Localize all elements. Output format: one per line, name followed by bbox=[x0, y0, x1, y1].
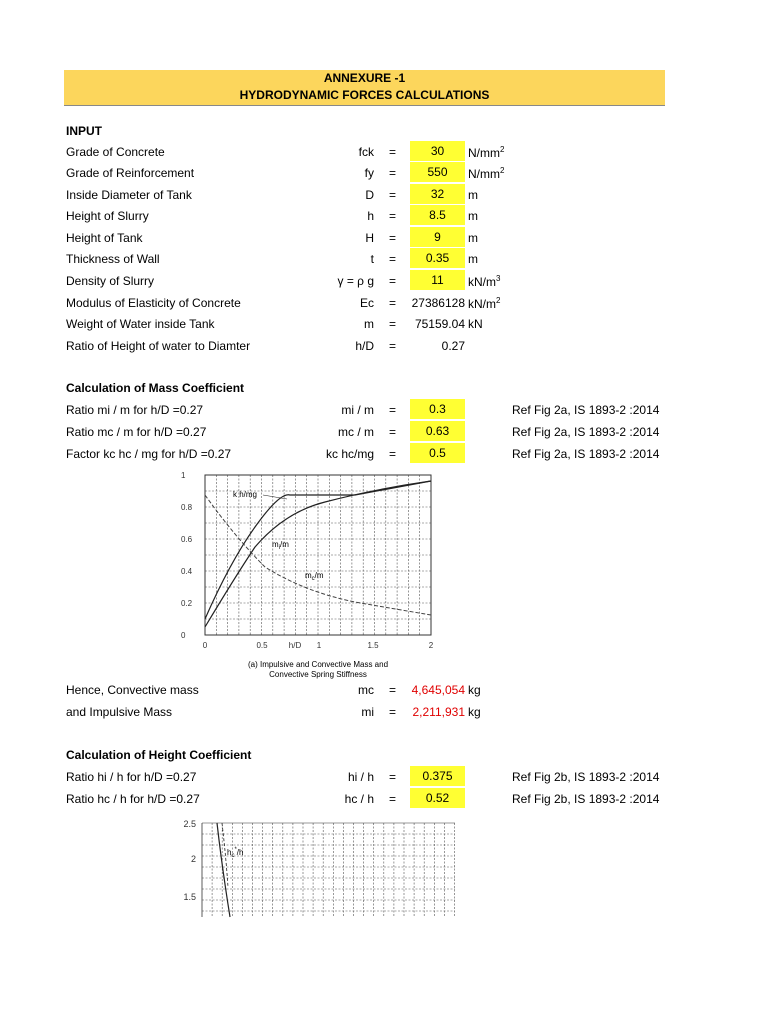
input-unit bbox=[468, 166, 504, 181]
mass-symbol: mi / m bbox=[341, 403, 374, 417]
equals-sign: = bbox=[389, 792, 397, 806]
unit-text: m bbox=[468, 209, 478, 223]
mc-label: m bbox=[305, 571, 312, 580]
reference-note: Ref Fig 2a, IS 1893-2 :2014 bbox=[512, 447, 660, 461]
y-tick-label: 0.4 bbox=[181, 567, 193, 576]
input-label: Grade of Concrete bbox=[66, 145, 165, 159]
y-tick-label: 0.2 bbox=[181, 599, 193, 608]
input-value-cell: 8.5 bbox=[410, 205, 465, 225]
reference-note: Ref Fig 2b, IS 1893-2 :2014 bbox=[512, 792, 660, 806]
equals-sign: = bbox=[389, 209, 397, 223]
mass-symbol: kc hc/mg bbox=[325, 447, 374, 461]
y-tick-label: 1.5 bbox=[183, 892, 196, 902]
mass-value-cell: 0.63 bbox=[410, 421, 465, 441]
input-value: 75159.04 bbox=[414, 317, 465, 331]
equals-sign: = bbox=[389, 166, 397, 180]
unit-exponent: 3 bbox=[496, 274, 501, 283]
input-symbol: H bbox=[365, 231, 374, 245]
result-value: 2,211,931 bbox=[412, 705, 465, 719]
x-tick-label: h/D bbox=[288, 641, 302, 650]
y-tick-label: 0.6 bbox=[181, 535, 193, 544]
result-unit: kg bbox=[468, 683, 481, 697]
equals-sign: = bbox=[389, 447, 397, 461]
result-label: and Impulsive Mass bbox=[66, 705, 173, 719]
x-tick-label: 1 bbox=[316, 641, 322, 650]
mc-label-sub: c bbox=[311, 576, 315, 582]
hc-label-tail: /h bbox=[236, 848, 244, 857]
equals-sign: = bbox=[389, 770, 397, 784]
mi-label: m bbox=[272, 540, 279, 549]
impulsive-convective-mass-chart bbox=[175, 467, 460, 682]
height-label: Ratio hc / h for h/D =0.27 bbox=[66, 792, 200, 806]
mass-section-title: Calculation of Mass Coefficient bbox=[66, 381, 245, 395]
input-unit bbox=[468, 209, 478, 223]
equals-sign: = bbox=[389, 705, 397, 719]
hc-label-sup: * bbox=[234, 847, 237, 853]
unit-text: N/mm bbox=[468, 167, 500, 181]
mc-label-tail: /m bbox=[314, 571, 324, 580]
input-unit bbox=[468, 252, 478, 266]
input-unit bbox=[468, 296, 500, 311]
y-tick-label: 1 bbox=[181, 471, 186, 480]
svg-text:mc/m bbox=[305, 571, 324, 582]
input-unit bbox=[468, 317, 483, 331]
x-tick-label: 1.5 bbox=[367, 641, 379, 650]
input-label: Grade of Reinforcement bbox=[66, 166, 195, 180]
equals-sign: = bbox=[389, 425, 397, 439]
height-label: Ratio hi / h for h/D =0.27 bbox=[66, 770, 197, 784]
unit-text: m bbox=[468, 188, 478, 202]
input-value: 27386128 bbox=[411, 296, 465, 310]
equals-sign: = bbox=[389, 683, 397, 697]
mi-label-sub: i bbox=[278, 545, 281, 551]
input-label: Height of Slurry bbox=[66, 209, 149, 223]
input-symbol: γ = ρ g bbox=[337, 274, 374, 288]
k-curve-label: k h/mg bbox=[233, 490, 258, 499]
result-label: Hence, Convective mass bbox=[66, 683, 199, 697]
equals-sign: = bbox=[389, 274, 397, 288]
equals-sign: = bbox=[389, 231, 397, 245]
input-unit bbox=[468, 274, 500, 289]
equals-sign: = bbox=[389, 339, 397, 353]
height-section-title: Calculation of Height Coefficient bbox=[66, 748, 252, 762]
hc-label: h bbox=[227, 848, 232, 857]
result-value: 4,645,054 bbox=[411, 683, 465, 697]
mass-label: Factor kc hc / mg for h/D =0.27 bbox=[66, 447, 232, 461]
input-value-cell: 550 bbox=[410, 162, 465, 182]
y-tick-label: 2 bbox=[190, 854, 196, 864]
height-value-cell: 0.52 bbox=[410, 788, 465, 808]
unit-text: kN/m bbox=[468, 275, 496, 289]
equals-sign: = bbox=[389, 296, 397, 310]
input-symbol: fy bbox=[364, 166, 374, 180]
input-label: Weight of Water inside Tank bbox=[66, 317, 215, 331]
input-value-cell: 11 bbox=[410, 270, 465, 290]
equals-sign: = bbox=[389, 145, 397, 159]
input-unit bbox=[468, 188, 478, 202]
height-coefficient-chart bbox=[170, 817, 460, 922]
equals-sign: = bbox=[389, 252, 397, 266]
fig-a-caption-1: (a) Impulsive and Convective Mass and bbox=[247, 660, 389, 669]
height-symbol: hi / h bbox=[347, 770, 374, 784]
input-unit bbox=[468, 231, 478, 245]
mass-label: Ratio mi / m for h/D =0.27 bbox=[66, 403, 204, 417]
hc-label-sub: c bbox=[231, 853, 235, 859]
height-symbol: hc / h bbox=[344, 792, 374, 806]
mass-value-cell: 0.3 bbox=[410, 399, 465, 419]
unit-text: kN/m bbox=[468, 297, 496, 311]
input-unit bbox=[468, 145, 504, 160]
y-tick-label: 0 bbox=[181, 631, 186, 640]
mass-label: Ratio mc / m for h/D =0.27 bbox=[66, 425, 207, 439]
input-label: Height of Tank bbox=[66, 231, 143, 245]
equals-sign: = bbox=[389, 317, 397, 331]
svg-text:mi/m bbox=[272, 540, 289, 551]
unit-text: kN bbox=[468, 317, 483, 331]
svg-text:hc*/h bbox=[227, 847, 243, 859]
input-label: Thickness of Wall bbox=[66, 252, 160, 266]
unit-exponent: 2 bbox=[496, 296, 501, 305]
reference-note: Ref Fig 2a, IS 1893-2 :2014 bbox=[512, 425, 660, 439]
x-tick-label: 0.5 bbox=[256, 641, 268, 650]
unit-text: N/mm bbox=[468, 146, 500, 160]
height-value-cell: 0.375 bbox=[410, 766, 465, 786]
mass-value-cell: 0.5 bbox=[410, 443, 465, 463]
input-label: Modulus of Elasticity of Concrete bbox=[66, 296, 241, 310]
input-symbol: h bbox=[367, 209, 374, 223]
input-value-cell: 9 bbox=[410, 227, 465, 247]
x-tick-label: 2 bbox=[428, 641, 434, 650]
result-unit: kg bbox=[468, 705, 481, 719]
annexure-subtitle: HYDRODYNAMIC FORCES CALCULATIONS bbox=[239, 88, 490, 102]
input-value: 0.27 bbox=[441, 339, 465, 353]
input-section-title: INPUT bbox=[66, 124, 102, 138]
input-symbol: h/D bbox=[355, 339, 374, 353]
input-label: Density of Slurry bbox=[66, 274, 155, 288]
result-symbol: mc bbox=[358, 683, 374, 697]
reference-note: Ref Fig 2b, IS 1893-2 :2014 bbox=[512, 770, 660, 784]
input-label: Inside Diameter of Tank bbox=[66, 188, 192, 202]
input-symbol: t bbox=[370, 252, 374, 266]
unit-exponent: 2 bbox=[500, 166, 505, 175]
input-symbol: m bbox=[364, 317, 374, 331]
result-symbol: mi bbox=[361, 705, 374, 719]
input-symbol: Ec bbox=[359, 296, 374, 310]
input-value-cell: 30 bbox=[410, 141, 465, 161]
y-tick-label: 2.5 bbox=[183, 819, 196, 829]
input-value-cell: 32 bbox=[410, 184, 465, 204]
equals-sign: = bbox=[389, 403, 397, 417]
input-symbol: fck bbox=[358, 145, 374, 159]
fig-a-caption-2: Convective Spring Stiffness bbox=[269, 670, 367, 679]
equals-sign: = bbox=[389, 188, 397, 202]
annexure-title: ANNEXURE -1 bbox=[323, 71, 406, 85]
hc-curve bbox=[217, 823, 230, 917]
y-tick-label: 0.8 bbox=[181, 503, 193, 512]
unit-exponent: 2 bbox=[500, 145, 505, 154]
mi-label-tail: /m bbox=[280, 540, 289, 549]
unit-text: m bbox=[468, 252, 478, 266]
input-label: Ratio of Height of water to Diamter bbox=[66, 339, 251, 353]
input-symbol: D bbox=[365, 188, 374, 202]
x-tick-label: 0 bbox=[202, 641, 208, 650]
input-value-cell: 0.35 bbox=[410, 248, 465, 268]
unit-text: m bbox=[468, 231, 478, 245]
reference-note: Ref Fig 2a, IS 1893-2 :2014 bbox=[512, 403, 660, 417]
mass-symbol: mc / m bbox=[338, 425, 374, 439]
annexure-header bbox=[64, 70, 665, 106]
